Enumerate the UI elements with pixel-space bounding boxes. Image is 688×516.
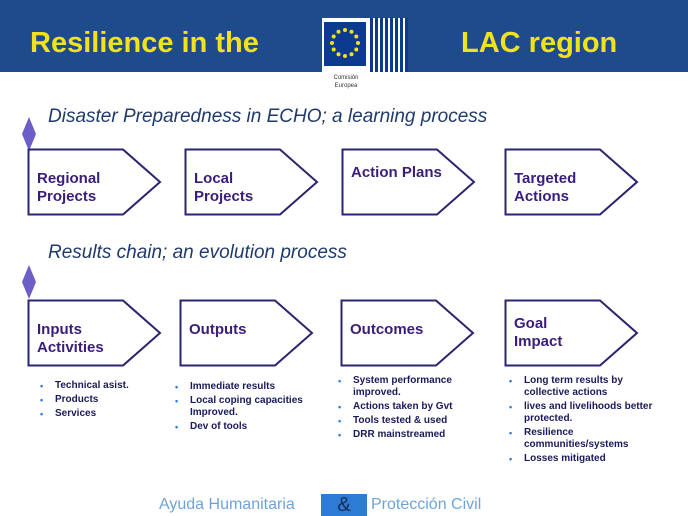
chevron-goal-impact	[504, 299, 639, 367]
chevron-outputs	[179, 299, 314, 367]
chevron-label: Local Projects	[194, 170, 254, 205]
list-item: • Losses mitigated	[509, 453, 659, 465]
footer-ampersand: &	[321, 494, 367, 516]
chevron-local-projects	[184, 148, 319, 216]
list-item: • Products	[40, 394, 150, 406]
footer-civil-protection: Protección Civil	[371, 496, 482, 513]
logo-stripes	[368, 18, 408, 72]
list-item: • Dev of tools	[175, 421, 325, 433]
chevron-inputs-activities	[27, 299, 162, 367]
section-2-subtitle: Results chain; an evolution process	[48, 242, 347, 263]
chevron-outcomes	[340, 299, 475, 367]
chevron-label: Outcomes	[350, 321, 424, 338]
list-item: • Technical asist.	[40, 380, 150, 392]
list-item: • Services	[40, 408, 150, 420]
title-left: Resilience in the	[30, 27, 259, 59]
list-item: • DRR mainstreamed	[338, 429, 488, 441]
bullets-inputs	[40, 380, 150, 422]
diamond-bullet-icon	[22, 117, 36, 151]
chevron-label: Goal Impact	[514, 315, 563, 350]
eu-flag-icon	[324, 22, 366, 66]
chevron-regional-projects	[27, 148, 162, 216]
list-item: • Resilience communities/systems	[509, 427, 659, 451]
section-1-subtitle: Disaster Preparedness in ECHO; a learning process	[48, 106, 488, 127]
list-item: • lives and livelihoods better protected.	[509, 401, 659, 425]
chevron-label: Outputs	[189, 321, 247, 338]
footer-humanitarian-aid: Ayuda Humanitaria	[159, 496, 295, 513]
bullets-outcomes	[338, 375, 488, 443]
list-item: • Immediate results	[175, 381, 325, 393]
list-item: • System performance improved.	[338, 375, 488, 399]
diamond-bullet-icon	[22, 265, 36, 299]
bullets-goal-impact	[509, 375, 659, 467]
list-item: • Local coping capacities Improved.	[175, 395, 325, 419]
chevron-label: Inputs Activities	[37, 321, 104, 356]
chevron-label: Targeted Actions	[514, 170, 577, 205]
chevron-targeted-actions	[504, 148, 639, 216]
list-item: • Long term results by collective actions	[509, 375, 659, 399]
chevron-label: Action Plans	[351, 164, 442, 181]
list-item: • Tools tested & used	[338, 415, 488, 427]
chevron-action-plans	[341, 148, 476, 216]
list-item: • Actions taken by Gvt	[338, 401, 488, 413]
logo-caption: Comisión Europea	[314, 73, 378, 91]
title-right: LAC region	[461, 27, 618, 59]
european-commission-logo	[298, 18, 408, 96]
bullets-outputs	[175, 381, 325, 435]
chevron-label: Regional Projects	[37, 170, 101, 205]
